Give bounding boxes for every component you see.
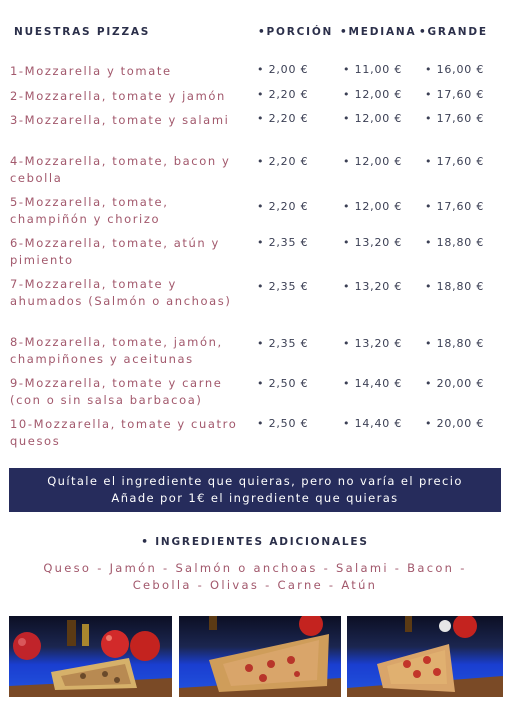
pizza-name: 4-Mozzarella, tomate, bacon y cebolla bbox=[10, 154, 231, 185]
pizza-name: 2-Mozzarella, tomate y jamón bbox=[10, 89, 226, 103]
price-porcion: • 2,00 € bbox=[257, 63, 309, 76]
pizza-name: 1-Mozzarella y tomate bbox=[10, 64, 172, 78]
price-porcion: • 2,35 € bbox=[257, 280, 309, 293]
price-mediana: • 12,00 € bbox=[343, 112, 403, 125]
price-porcion: • 2,35 € bbox=[257, 337, 309, 350]
pizza-name: 9-Mozzarella, tomate y carne (con o sin salsa barbacoa) bbox=[10, 376, 223, 407]
price-mediana: • 12,00 € bbox=[343, 155, 403, 168]
price-grande: • 17,60 € bbox=[425, 88, 485, 101]
pizza-photo-1 bbox=[9, 616, 172, 697]
price-porcion: • 2,20 € bbox=[257, 88, 309, 101]
pizza-photo-2 bbox=[179, 616, 341, 697]
pizza-name: 3-Mozzarella, tomate y salami bbox=[10, 113, 230, 127]
extras-title: • INGREDIENTES ADICIONALES bbox=[141, 536, 369, 548]
price-mediana: • 14,40 € bbox=[343, 417, 403, 430]
price-mediana: • 13,20 € bbox=[343, 337, 403, 350]
price-grande: • 17,60 € bbox=[425, 200, 485, 213]
pizza-name: 8-Mozzarella, tomate, jamón, champiñones y aceitunas bbox=[10, 335, 223, 366]
pizza-name: 5-Mozzarella, tomate, champiñón y chorizo bbox=[10, 195, 169, 226]
price-porcion: • 2,35 € bbox=[257, 236, 309, 249]
price-porcion: • 2,20 € bbox=[257, 155, 309, 168]
price-grande: • 17,60 € bbox=[425, 155, 485, 168]
price-grande: • 18,80 € bbox=[425, 280, 485, 293]
extras-line-1: Queso - Jamón - Salmón o anchoas - Salami - Bacon - bbox=[43, 561, 467, 575]
price-mediana: • 12,00 € bbox=[343, 88, 403, 101]
extras-line-2: Cebolla - Olivas - Carne - Atún bbox=[132, 578, 378, 592]
price-mediana: • 11,00 € bbox=[343, 63, 403, 76]
price-grande: • 20,00 € bbox=[425, 417, 485, 430]
banner-line-add: Añade por 1€ el ingrediente que quieras bbox=[111, 491, 399, 505]
price-mediana: • 12,00 € bbox=[343, 200, 403, 213]
pizza-photo-3 bbox=[347, 616, 503, 697]
price-porcion: • 2,20 € bbox=[257, 200, 309, 213]
price-grande: • 17,60 € bbox=[425, 112, 485, 125]
pizza-name: 7-Mozzarella, tomate y ahumados (Salmón o anchoas) bbox=[10, 277, 232, 308]
price-porcion: • 2,20 € bbox=[257, 112, 309, 125]
price-grande: • 18,80 € bbox=[425, 236, 485, 249]
price-mediana: • 13,20 € bbox=[343, 236, 403, 249]
col-header-porcion: •PORCIÓN bbox=[258, 26, 334, 38]
price-porcion: • 2,50 € bbox=[257, 417, 309, 430]
col-header-mediana: •MEDIANA bbox=[340, 26, 417, 38]
pizza-name: 10-Mozzarella, tomate y cuatro quesos bbox=[10, 417, 238, 448]
menu-title: NUESTRAS PIZZAS bbox=[14, 26, 151, 38]
col-header-grande: •GRANDE bbox=[419, 26, 488, 38]
price-grande: • 20,00 € bbox=[425, 377, 485, 390]
price-mediana: • 14,40 € bbox=[343, 377, 403, 390]
pizza-name: 6-Mozzarella, tomate, atún y pimiento bbox=[10, 236, 220, 267]
price-porcion: • 2,50 € bbox=[257, 377, 309, 390]
price-mediana: • 13,20 € bbox=[343, 280, 403, 293]
info-banner bbox=[9, 468, 501, 512]
price-grande: • 18,80 € bbox=[425, 337, 485, 350]
price-grande: • 16,00 € bbox=[425, 63, 485, 76]
banner-line-remove: Quítale el ingrediente que quieras, pero no varía el precio bbox=[47, 474, 463, 488]
